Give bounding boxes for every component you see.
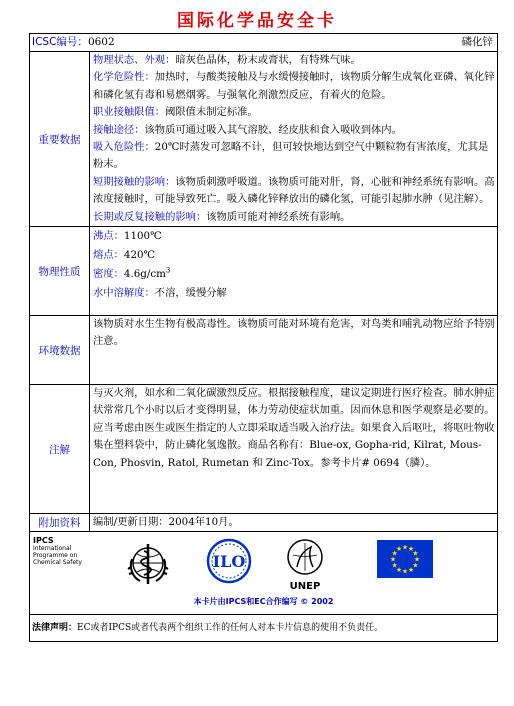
solubility-value: 不溶，缓慢分解: [154, 287, 227, 300]
unep-text: UNEP: [289, 581, 321, 593]
ipcs-logo: [33, 537, 82, 566]
boiling-key: 沸点：: [93, 230, 124, 243]
additional-label: 附加资料: [30, 514, 90, 532]
item-key: 短期接触的影响：: [93, 175, 176, 188]
page-title: 国际化学品安全卡: [177, 11, 337, 31]
environment-row: [30, 316, 498, 385]
physical-content: [90, 227, 498, 316]
physical-label: 物理性质: [30, 227, 90, 316]
item-text: 加热时，与酸类接触及与水缓慢接触时，该物质分解生成氧化亚磷、氧化锌和磷化氢有毒和易燃烟雾。与强氧化剂激烈反应，有着火的危险。: [93, 71, 495, 101]
ipcs-line1: International: [33, 545, 72, 553]
item-text: 该物质可能对神经系统有影响。: [206, 210, 351, 223]
chemical-name: 磷化锌: [461, 36, 494, 48]
safety-card: [29, 33, 498, 642]
item-key: 长期或反复接触的影响：: [93, 210, 207, 223]
item-key: 接触途径：: [93, 123, 145, 136]
item-key: 化学危险性：: [93, 71, 155, 84]
eu-star-icon: ★: [389, 555, 397, 564]
solubility-key: 水中溶解度：: [93, 287, 155, 300]
density-value: 4.6g/cm: [123, 268, 166, 281]
important-content: [90, 52, 498, 227]
eu-star-icon: ★: [401, 543, 409, 552]
environment-text: 该物质对水生生物有极高毒性。该物质可能对环境有危害，对鸟类和哺乳动物应给予特别注意。: [93, 318, 495, 348]
notes-row: [30, 385, 498, 514]
notes-label: 注解: [30, 385, 90, 514]
additional-text: 编制/更新日期：2004年10月。: [93, 516, 239, 529]
boiling-point: [93, 227, 495, 246]
logo-cell: [30, 532, 498, 615]
header-row: [30, 34, 498, 52]
item-inhalation: [93, 139, 495, 174]
logo-row: [30, 532, 498, 615]
item-exposure-limit: [93, 104, 495, 121]
who-emblem-icon: [122, 537, 174, 589]
icsc-label: ICSC编号：: [32, 36, 88, 48]
item-text: 该物质可通过吸入其气溶胶、经皮肤和食入吸收到体内。: [144, 123, 402, 136]
ipcs-title: IPCS: [33, 536, 54, 546]
density-exponent: 3: [165, 266, 171, 275]
item-text: 该物质刺激呼吸道。该物质可能对肝，肾，心脏和神经系统有影响。高浓度接触时，可能导致死亡。吸入磷化锌释放出的磷化氢，可能引起肺水肿（见注解）。: [93, 175, 495, 206]
unep-logo: [280, 537, 330, 592]
item-chemical-danger: [93, 69, 495, 104]
melting-point: [93, 246, 495, 265]
ipcs-line3: Chemical Safety: [33, 559, 82, 567]
legal-row: [30, 615, 498, 642]
item-key: 职业接触限值：: [93, 106, 166, 119]
eu-star-icon: ★: [412, 561, 419, 570]
eu-star-icon: ★: [401, 567, 409, 576]
eu-star-icon: ★: [413, 555, 421, 564]
notes-text: 与灭火剂，如水和二氧化碳激烈反应。根据接触程度，建议定期进行医疗检查。肺水肿症状常常几个小时以后才变得明显，体力劳动使症状加重。因而休息和医学观察是必要的。应当考虑由医生或医生指定的人立即采取适当吸入治疗法。如果食入后呕吐，将呕吐物收集在塑料袋中，防止磷化氢逸散。商品名称有：Blue-ox, Gopha-rid, Kilrat, Mous-Con, Phosvin, Ratol, Rumetan 和 Zinc-Tox。参考卡片# 0694（膦）。: [93, 387, 495, 469]
environment-label: 环境数据: [30, 316, 90, 385]
additional-row: [30, 514, 498, 532]
melting-key: 熔点：: [93, 249, 124, 262]
legal-text: EC或者IPCS或者代表两个组织工作的任何人对本卡片信息的使用不负责任。: [77, 623, 384, 634]
notes-content: [90, 385, 498, 514]
item-key: 物理状态、外观：: [93, 54, 176, 66]
svg-text:ILO: ILO: [212, 552, 246, 572]
important-data-row: [30, 52, 498, 227]
eu-star-icon: ★: [391, 561, 398, 570]
item-text: 阈限值未制定标准。: [165, 106, 258, 119]
important-label: 重要数据: [30, 52, 90, 227]
eu-star-icon: ★: [395, 545, 403, 554]
item-text: 暗灰色晶体，粉末或膏状，有特殊气味。: [175, 54, 361, 66]
eu-star-icon: ★: [412, 549, 419, 558]
unep-globe-icon: [285, 537, 325, 577]
ilo-emblem-icon: [205, 537, 253, 585]
credit-text: 本卡片由IPCS和EC合作编写 © 2002: [193, 597, 334, 607]
item-route: [93, 122, 495, 139]
eu-star-icon: ★: [407, 545, 415, 554]
item-short-term: [93, 174, 495, 209]
ipcs-line2: Programme on: [33, 552, 78, 560]
eu-star-icon: ★: [395, 566, 403, 575]
density-key: 密度：: [93, 268, 124, 281]
solubility: [93, 284, 495, 303]
additional-content: [90, 514, 498, 532]
item-long-term: [93, 209, 495, 226]
item-appearance: [93, 52, 495, 69]
legal-key: 法律声明：: [32, 623, 78, 634]
legal-cell: [30, 615, 498, 642]
eu-flag-icon: [377, 540, 433, 578]
density: [93, 265, 495, 284]
environment-content: [90, 316, 498, 385]
physical-row: [30, 227, 498, 316]
eu-star-icon: ★: [407, 566, 415, 575]
melting-value: 420℃: [123, 249, 156, 262]
boiling-value: 1100℃: [123, 230, 162, 243]
item-text: 20℃时蒸发可忽略不计，但可较快地达到空气中颗粒物有害浓度，尤其是粉末。: [93, 141, 489, 171]
logos: [30, 532, 497, 614]
icsc-number: 0602: [87, 36, 115, 48]
header-cell: [30, 34, 498, 52]
item-key: 吸入危险性：: [93, 141, 155, 154]
eu-star-icon: ★: [391, 549, 398, 558]
